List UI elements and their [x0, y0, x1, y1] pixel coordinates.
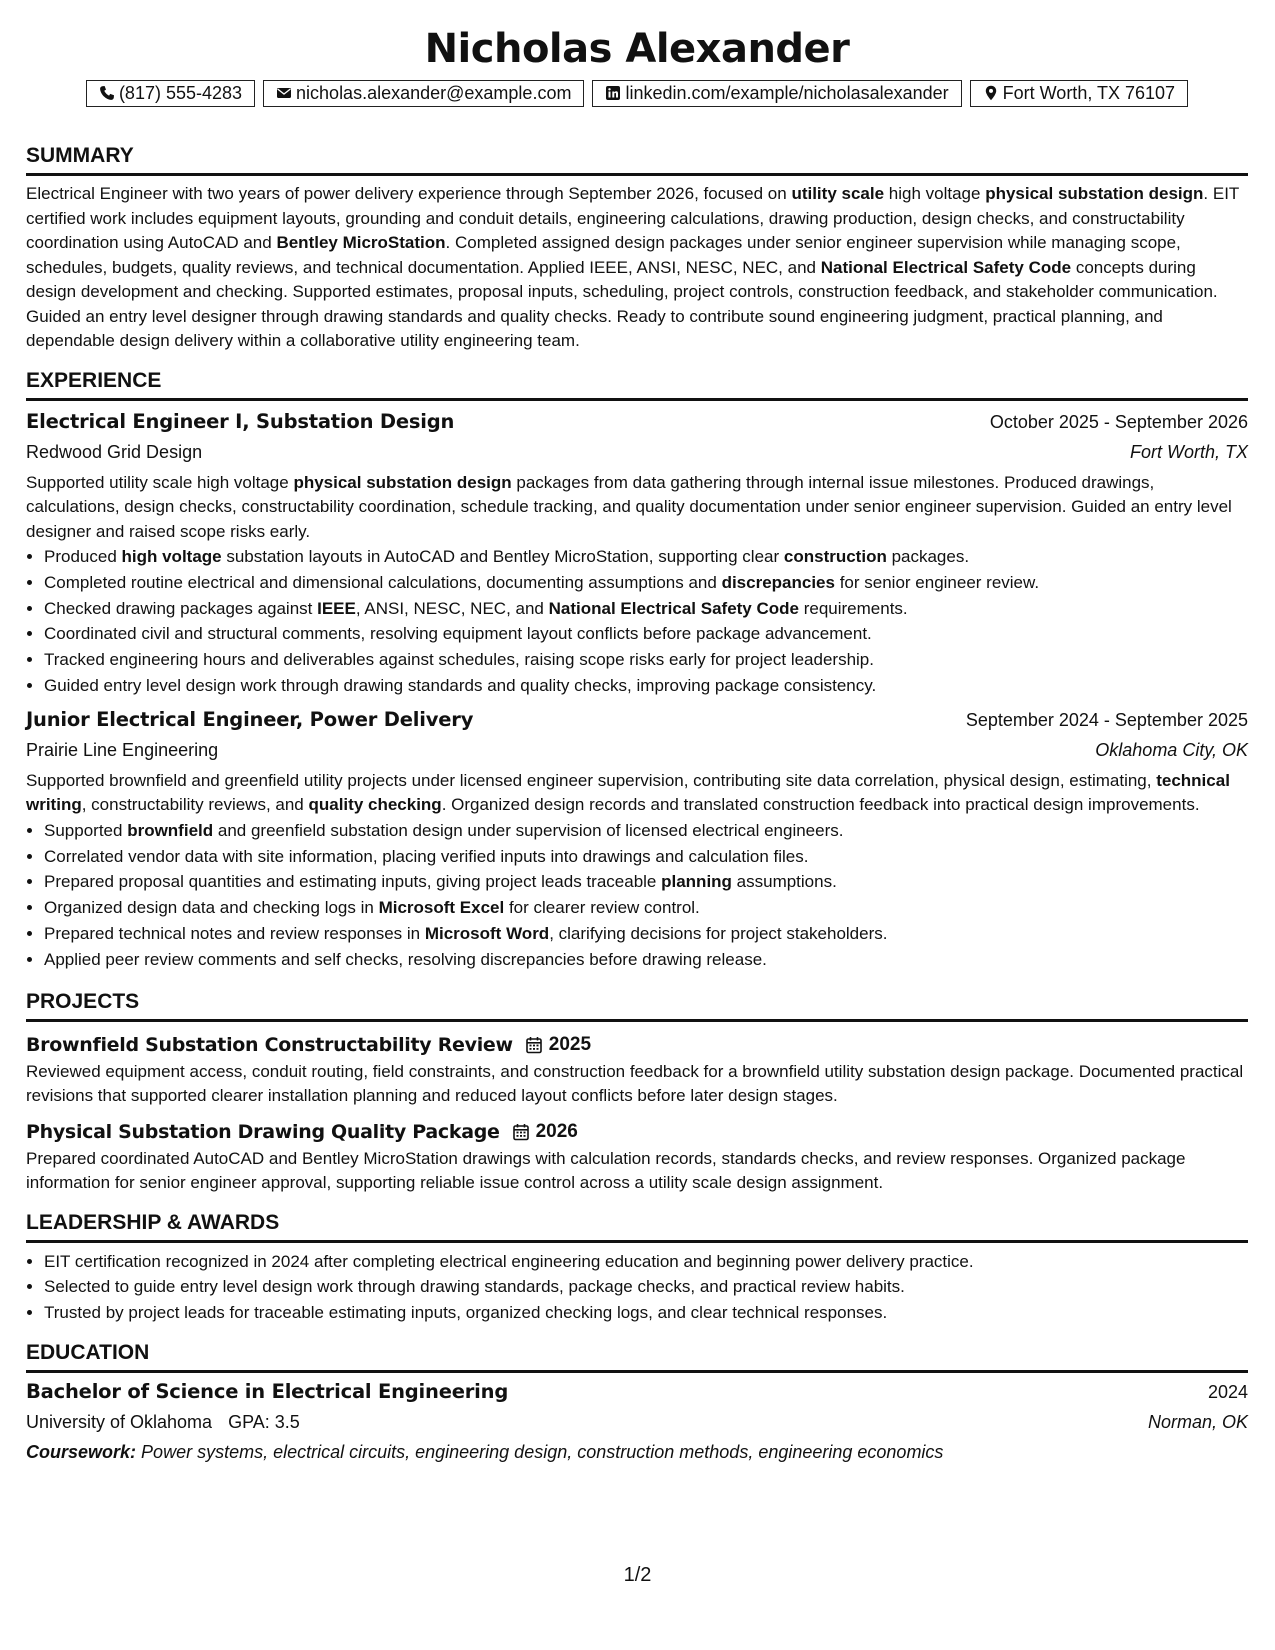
job-description: Supported brownfield and greenfield utility projects under licensed engineer supervision, contributing site data correlation, physical design, estimating, technical writing, constructability reviews, and quality checking. Organized design records and translated construction feedback into practical design improvements. — [26, 770, 1230, 815]
linkedin-text: linkedin.com/example/nicholasalexander — [625, 83, 949, 103]
location-text: Fort Worth, TX 76107 — [1002, 83, 1176, 103]
candidate-name: Nicholas Alexander — [424, 26, 850, 72]
gpa: GPA: 3.5 — [228, 1411, 300, 1432]
bullet-item: • Coordinated civil and structural comments, resolving equipment layout conflicts before package advancement. — [44, 621, 1248, 647]
job-dates: September 2024 - September 2025 — [965, 709, 1248, 730]
leadership-item: • Selected to guide entry level design work through drawing standards, package checks, and practical review habits. — [44, 1274, 1248, 1300]
school-location: Norman, OK — [1147, 1411, 1248, 1432]
resume-page — [26, 0, 1248, 1467]
bullet-item: • Prepared proposal quantities and estimating inputs, giving project leads traceable planning assumptions. — [44, 869, 1248, 895]
education-heading: EDUCATION — [26, 1340, 1248, 1373]
coursework-text: Power systems, electrical circuits, engineering design, construction methods, engineering economics — [141, 1441, 944, 1462]
page-number: 1/2 — [623, 1564, 652, 1586]
bullet-item: • Prepared technical notes and review responses in Microsoft Word, clarifying decisions for project stakeholders. — [44, 921, 1248, 947]
bullet-item: • Produced high voltage substation layouts in AutoCAD and Bentley MicroStation, supporting clear construction packages. — [44, 544, 1248, 570]
project-entry — [26, 1117, 1248, 1196]
bullet-item: • Checked drawing packages against IEEE, ANSI, NESC, NEC, and National Electrical Safety Code requirements. — [44, 596, 1248, 622]
job-bullets — [26, 818, 1248, 973]
school-info — [26, 1407, 300, 1437]
project-description: Prepared coordinated AutoCAD and Bentley MicroStation drawings with calculation records, standards checks, and review responses. Organized package information for senior engineer approval, supporting reliable issue control across a utility scale design assignment. — [26, 1148, 1186, 1193]
calendar-icon — [512, 1123, 530, 1141]
contact-bar — [26, 80, 1248, 107]
bullet-item: • Correlated vendor data with site information, placing verified inputs into drawings and calculation files. — [44, 844, 1248, 870]
project-title: Brownfield Substation Constructability Review — [26, 1033, 513, 1056]
bullet-item: • Guided entry level design work through drawing standards and quality checks, improving package consistency. — [44, 673, 1248, 699]
job-description: Supported utility scale high voltage physical substation design packages from data gathering through internal issue milestones. Produced drawings, calculations, design checks, constructability coordination, schedule tracking, and quality documentation under senior engineer supervision. Guided an entry level designer and raised scope risks early. — [26, 472, 1232, 541]
contact-location[interactable] — [970, 80, 1188, 107]
leadership-item: • Trusted by project leads for traceable estimating inputs, organized checking logs, and clear technical responses. — [44, 1300, 1248, 1326]
job-dates: October 2025 - September 2026 — [989, 411, 1248, 432]
bullet-item: • Tracked engineering hours and deliverables against schedules, raising scope risks early for project leadership. — [44, 647, 1248, 673]
job-title: Junior Electrical Engineer, Power Delivery — [26, 707, 474, 731]
degree-title: Bachelor of Science in Electrical Engineering — [26, 1379, 509, 1403]
job-location: Fort Worth, TX — [1129, 441, 1248, 462]
calendar-icon — [525, 1036, 543, 1054]
school-name: University of Oklahoma — [26, 1411, 213, 1432]
bullet-item: • Applied peer review comments and self checks, resolving discrepancies before drawing release. — [44, 947, 1248, 973]
phone-icon — [99, 85, 115, 101]
graduation-year: 2024 — [1207, 1381, 1248, 1402]
coursework-label: Coursework: — [26, 1441, 137, 1462]
projects-heading: PROJECTS — [26, 989, 1248, 1022]
phone-text: (817) 555-4283 — [118, 83, 243, 103]
project-year — [525, 1034, 591, 1056]
contact-phone[interactable] — [86, 80, 255, 107]
email-icon — [276, 85, 292, 101]
job-location: Oklahoma City, OK — [1095, 739, 1248, 760]
project-entry — [26, 1030, 1248, 1109]
summary-heading: SUMMARY — [26, 143, 1248, 176]
job-entry — [26, 407, 1248, 699]
company-name: Prairie Line Engineering — [26, 739, 219, 760]
project-title: Physical Substation Drawing Quality Package — [26, 1120, 500, 1143]
coursework — [26, 1437, 1248, 1467]
bullet-item: • Supported brownfield and greenfield substation design under supervision of licensed electrical engineers. — [44, 818, 1248, 844]
contact-email[interactable] — [263, 80, 584, 107]
email-text: nicholas.alexander@example.com — [296, 83, 572, 103]
project-year-text: 2025 — [548, 1033, 592, 1055]
leadership-heading: LEADERSHIP & AWARDS — [26, 1210, 1248, 1243]
bullet-item: • Completed routine electrical and dimensional calculations, documenting assumptions and discrepancies for senior engineer review. — [44, 570, 1248, 596]
job-title: Electrical Engineer I, Substation Design — [26, 409, 455, 433]
leadership-bullets — [26, 1249, 1248, 1326]
leadership-item: • EIT certification recognized in 2024 after completing electrical engineering education and beginning power delivery practice. — [44, 1249, 1248, 1275]
job-bullets — [26, 544, 1248, 699]
project-year — [512, 1121, 578, 1143]
job-entry — [26, 705, 1248, 973]
contact-linkedin[interactable] — [592, 80, 961, 107]
location-icon — [983, 85, 999, 101]
company-name: Redwood Grid Design — [26, 441, 203, 462]
experience-heading: EXPERIENCE — [26, 368, 1248, 401]
bullet-item: • Organized design data and checking logs in Microsoft Excel for clearer review control. — [44, 895, 1248, 921]
project-year-text: 2026 — [535, 1120, 578, 1142]
summary-text: Electrical Engineer with two years of power delivery experience through September 2026, focused on utility scale high voltage physical substation design. EIT certified work includes equipment layouts, grounding and conduit details, engineering calculations, drawing production, design checks, and constructability coordination using AutoCAD and Bentley MicroStation. Completed assigned design packages under senior engineer supervision while managing scope, schedules, budgets, quality reviews, and technical documentation. Applied IEEE, ANSI, NESC, NEC, and National Electrical Safety Code concepts during design development and checking. Supported estimates, proposal inputs, scheduling, project controls, construction feedback, and stakeholder communication. Guided an entry level designer through drawing standards and quality checks. Ready to contribute sound engineering judgment, practical planning, and dependable design delivery within a collaborative utility engineering team. — [26, 184, 1239, 350]
linkedin-icon — [605, 85, 621, 101]
project-description: Reviewed equipment access, conduit routing, field constraints, and construction feedback for a brownfield utility substation design package. Documented practical revisions that supported clearer installation planning and reduced layout conflicts before later design stages. — [26, 1061, 1244, 1106]
